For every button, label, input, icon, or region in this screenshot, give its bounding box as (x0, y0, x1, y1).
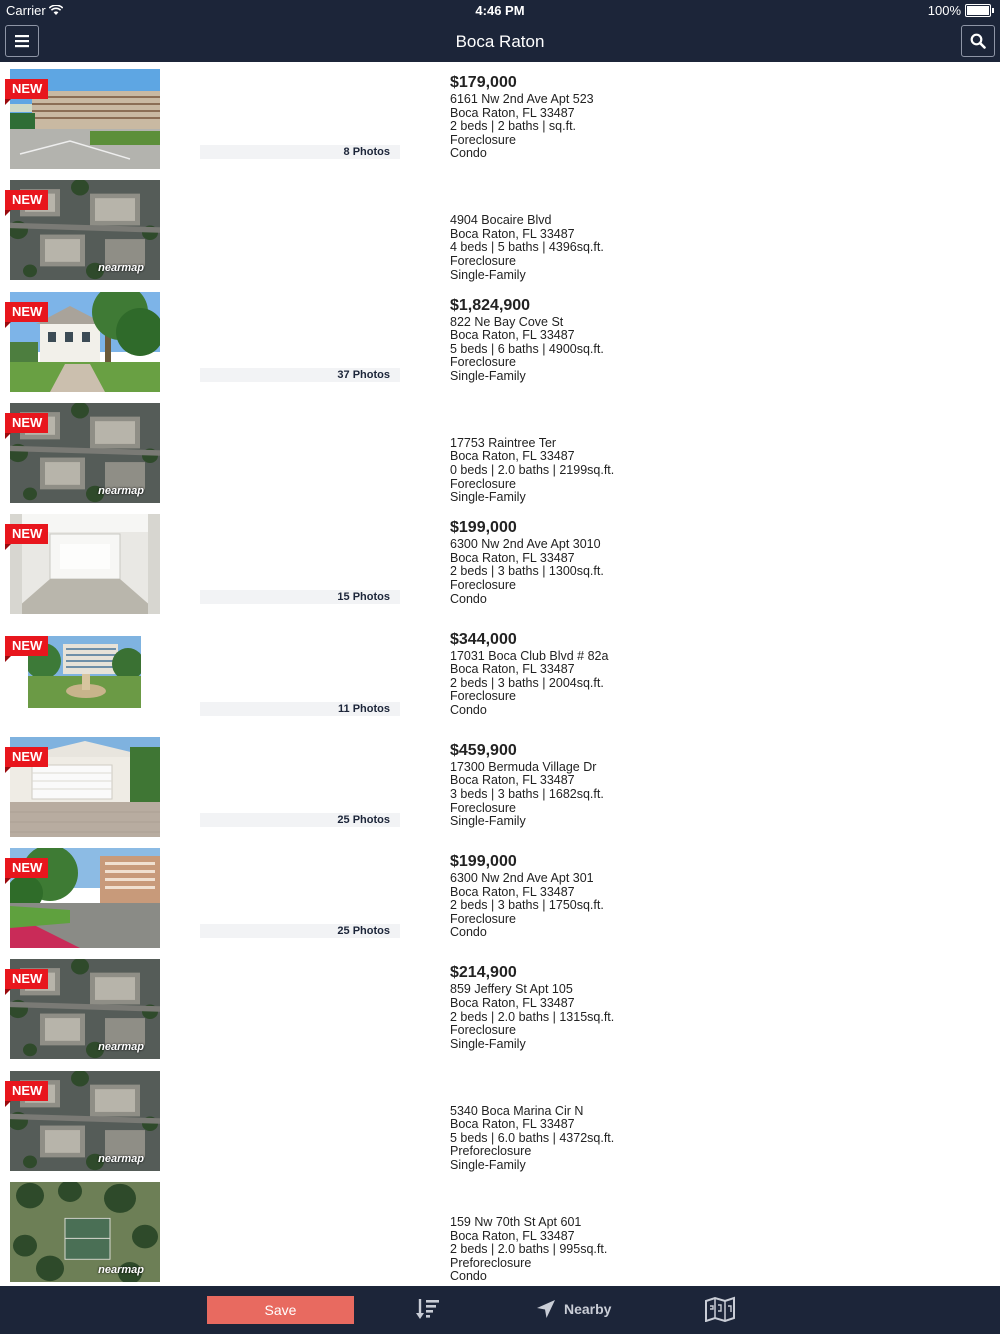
carrier-label: Carrier (6, 3, 46, 18)
listing-row[interactable] (0, 842, 1000, 953)
new-badge: NEW (5, 413, 48, 433)
nearmap-watermark: nearmap (98, 1041, 144, 1054)
photo-count[interactable]: 37 Photos (200, 368, 400, 382)
map-icon (704, 1296, 736, 1322)
listing-specs: 2 beds | 3 baths | 1750sq.ft. (450, 898, 604, 913)
listing-status: Foreclosure (450, 355, 516, 370)
listing-status: Foreclosure (450, 689, 516, 704)
nearby-button[interactable] (536, 1296, 611, 1322)
new-badge: NEW (5, 636, 48, 656)
listing-details (450, 214, 604, 282)
listing-row[interactable] (0, 731, 1000, 842)
listing-address: 4904 Bocaire Blvd (450, 213, 552, 228)
photo-count[interactable]: 25 Photos (200, 924, 400, 938)
listing-specs: 2 beds | 2.0 baths | 995sq.ft. (450, 1242, 608, 1257)
listings-list[interactable] (0, 62, 1000, 1286)
photo-count[interactable]: 25 Photos (200, 813, 400, 827)
listing-status: Foreclosure (450, 800, 516, 815)
listing-row[interactable] (0, 286, 1000, 397)
listing-city: Boca Raton, FL 33487 (450, 662, 575, 677)
listing-address: 17753 Raintree Ter (450, 435, 557, 450)
listing-city: Boca Raton, FL 33487 (450, 449, 575, 464)
listing-details (450, 852, 604, 940)
listing-address: 17300 Bermuda Village Dr (450, 759, 597, 774)
listing-details (450, 437, 614, 505)
new-badge: NEW (5, 969, 48, 989)
listing-price: $199,000 (450, 519, 517, 537)
status-bar (0, 0, 1000, 20)
search-button[interactable] (961, 25, 995, 57)
listing-price: $1,824,900 (450, 296, 531, 314)
new-badge: NEW (5, 747, 48, 767)
listing-row[interactable] (0, 63, 1000, 174)
listing-details (450, 518, 604, 606)
battery-indicator (928, 3, 994, 18)
page-title: Boca Raton (455, 32, 545, 51)
listing-address: 159 Nw 70th St Apt 601 (450, 1215, 582, 1229)
listing-price: $344,000 (450, 630, 517, 648)
listing-details (450, 73, 594, 161)
listing-details (450, 1105, 614, 1173)
listing-specs: 5 beds | 6 baths | 4900sq.ft. (450, 341, 604, 356)
listing-type: Single-Family (450, 490, 526, 505)
listing-status: Preforeclosure (450, 1144, 532, 1159)
listing-type: Condo (450, 925, 487, 940)
listing-city: Boca Raton, FL 33487 (450, 550, 575, 565)
listing-type: Single-Family (450, 267, 526, 282)
new-badge: NEW (5, 1081, 48, 1101)
listing-status: Foreclosure (450, 254, 516, 269)
clock: 4:46 PM (475, 3, 525, 18)
map-button[interactable] (704, 1296, 736, 1322)
listing-address: 6161 Nw 2nd Ave Apt 523 (450, 92, 594, 106)
listing-specs: 4 beds | 5 baths | 4396sq.ft. (450, 240, 604, 255)
listing-city: Boca Raton, FL 33487 (450, 1117, 575, 1132)
listing-type: Single-Family (450, 368, 526, 383)
listing-specs: 2 beds | 2 baths | sq.ft. (450, 119, 577, 134)
listing-status: Foreclosure (450, 476, 516, 491)
listing-price: $459,900 (450, 741, 517, 759)
listing-status: Foreclosure (450, 132, 516, 147)
location-arrow-icon (536, 1299, 556, 1319)
listing-status: Foreclosure (450, 911, 516, 926)
listing-city: Boca Raton, FL 33487 (450, 1228, 575, 1243)
listing-type: Condo (450, 591, 487, 606)
photo-count[interactable]: 11 Photos (200, 702, 400, 716)
listing-address: 6300 Nw 2nd Ave Apt 301 (450, 871, 594, 886)
listing-type: Single-Family (450, 814, 526, 829)
search-icon (970, 33, 986, 49)
listing-type: Single-Family (450, 1158, 526, 1173)
listing-specs: 2 beds | 3 baths | 2004sq.ft. (450, 675, 604, 690)
listing-details (450, 630, 608, 718)
listing-type: Condo (450, 1269, 487, 1284)
listing-city: Boca Raton, FL 33487 (450, 226, 575, 241)
listing-city: Boca Raton, FL 33487 (450, 773, 575, 788)
new-badge: NEW (5, 858, 48, 878)
nearmap-watermark: nearmap (98, 484, 144, 497)
listing-address: 17031 Boca Club Blvd # 82a (450, 648, 609, 663)
listing-address: 859 Jeffery St Apt 105 (450, 982, 573, 997)
listing-specs: 2 beds | 3 baths | 1300sq.ft. (450, 564, 604, 579)
listing-address: 6300 Nw 2nd Ave Apt 3010 (450, 537, 601, 552)
new-badge: NEW (5, 302, 48, 322)
sort-button[interactable] (415, 1296, 441, 1322)
listing-specs: 5 beds | 6.0 baths | 4372sq.ft. (450, 1130, 615, 1145)
listing-type: Condo (450, 702, 487, 717)
listing-type: Condo (450, 146, 487, 161)
listing-row[interactable] (0, 174, 1000, 285)
listing-address: 5340 Boca Marina Cir N (450, 1103, 584, 1118)
listing-row[interactable] (0, 953, 1000, 1064)
bottom-toolbar (0, 1286, 1000, 1334)
listing-row[interactable] (0, 1176, 1000, 1286)
nearmap-watermark: nearmap (98, 1264, 144, 1276)
listing-city: Boca Raton, FL 33487 (450, 105, 575, 120)
listing-specs: 0 beds | 2.0 baths | 2199sq.ft. (450, 463, 615, 478)
new-badge: NEW (5, 524, 48, 544)
listing-details (450, 741, 604, 829)
listing-status: Foreclosure (450, 577, 516, 592)
listing-price: $214,900 (450, 964, 517, 982)
listing-row[interactable] (0, 397, 1000, 508)
listing-city: Boca Raton, FL 33487 (450, 995, 575, 1010)
battery-percent: 100% (927, 3, 961, 18)
listing-details (450, 296, 604, 384)
listing-photo[interactable] (10, 1182, 160, 1282)
navigation-bar (0, 20, 1000, 62)
listing-status: Preforeclosure (450, 1255, 532, 1270)
listing-city: Boca Raton, FL 33487 (450, 884, 575, 899)
listing-row[interactable] (0, 1065, 1000, 1176)
listing-type: Single-Family (450, 1036, 526, 1051)
photo-count[interactable]: 15 Photos (200, 590, 400, 604)
listing-details (450, 1216, 607, 1284)
listing-specs: 3 beds | 3 baths | 1682sq.ft. (450, 786, 604, 801)
photo-count[interactable]: 8 Photos (200, 145, 400, 159)
battery-icon (965, 4, 991, 17)
listing-specs: 2 beds | 2.0 baths | 1315sq.ft. (450, 1009, 615, 1024)
new-badge: NEW (5, 190, 48, 210)
listing-status: Foreclosure (450, 1023, 516, 1038)
nearby-label: Nearby (564, 1301, 612, 1317)
listing-city: Boca Raton, FL 33487 (450, 328, 575, 343)
listing-details (450, 963, 614, 1051)
nearmap-watermark: nearmap (98, 1152, 144, 1165)
sort-icon (415, 1296, 441, 1322)
listing-address: 822 Ne Bay Cove St (450, 314, 564, 329)
listing-price: $179,000 (450, 74, 517, 91)
save-button[interactable]: Save (207, 1296, 354, 1324)
listing-row[interactable] (0, 620, 1000, 731)
listing-row[interactable] (0, 508, 1000, 619)
new-badge: NEW (5, 79, 48, 99)
listing-price: $199,000 (450, 853, 517, 871)
nearmap-watermark: nearmap (98, 262, 144, 275)
